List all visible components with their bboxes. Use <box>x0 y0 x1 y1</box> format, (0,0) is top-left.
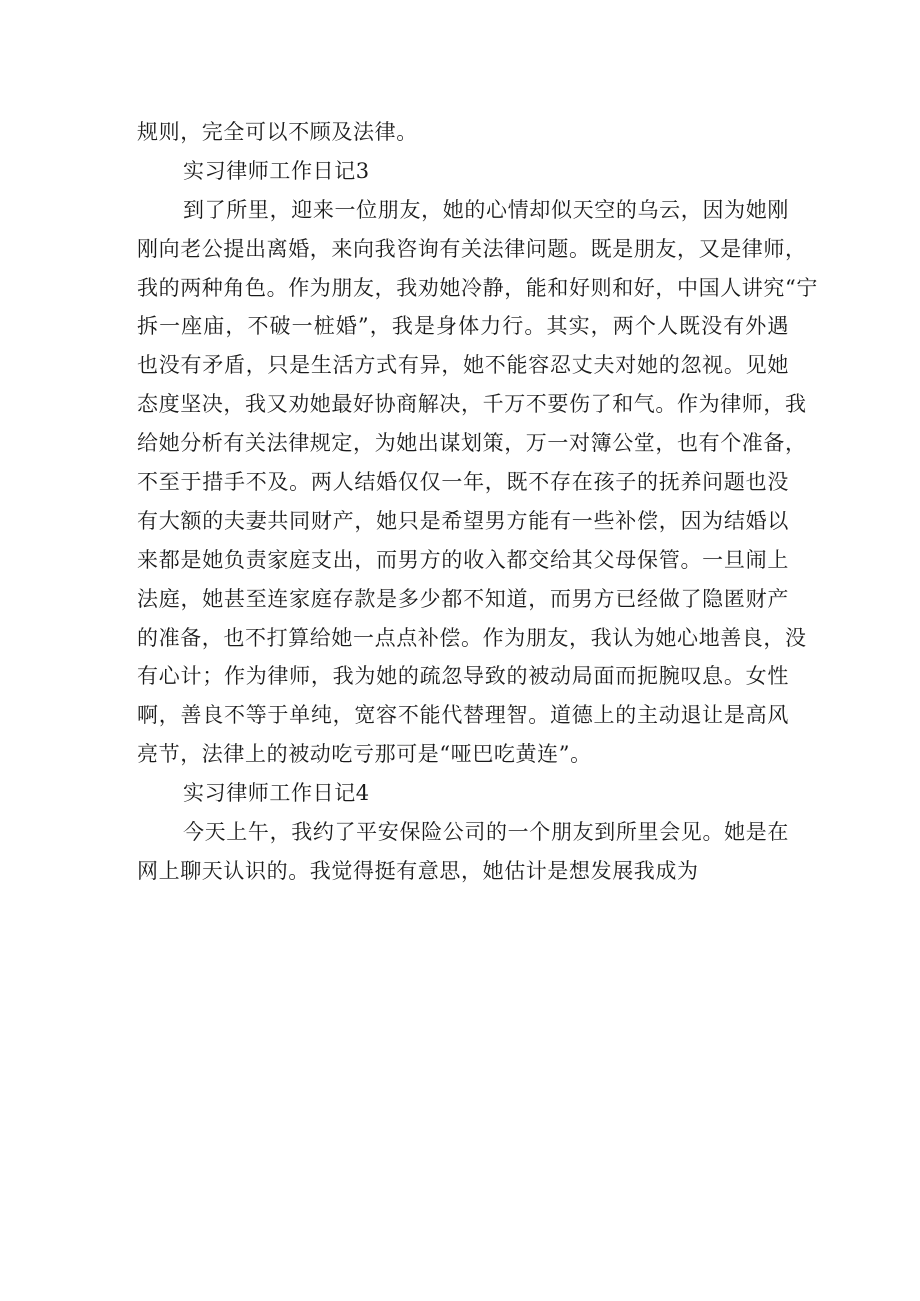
paragraph-line: 不至于措手不及。两人结婚仅仅一年，既不存在孩子的抚养问题也没 <box>137 470 789 495</box>
paragraph-line: 刚向老公提出离婚，来向我咨询有关法律问题。既是朋友，又是律师， <box>137 236 807 261</box>
section-heading-4: 实习律师工作日记4 <box>183 781 370 806</box>
paragraph-line: 有心计；作为律师，我为她的疏忽导致的被动局面而扼腕叹息。女性 <box>137 664 789 689</box>
section-3-paragraph <box>137 191 818 774</box>
paragraph-line: 亮节，法律上的被动吃亏那可是“哑巴吃黄连”。 <box>137 742 592 767</box>
paragraph-line: 的准备，也不打算给她一点点补偿。作为朋友，我认为她心地善良，没 <box>137 625 807 650</box>
paragraph-line: 到了所里，迎来一位朋友，她的心情却似天空的乌云，因为她刚 <box>183 197 789 222</box>
paragraph-line: 给她分析有关法律规定，为她出谋划策，万一对簿公堂，也有个准备， <box>137 431 807 456</box>
paragraph-line: 我的两种角色。作为朋友，我劝她冷静，能和好则和好，中国人讲究“宁 <box>137 275 818 300</box>
paragraph-line: 法庭，她甚至连家庭存款是多少都不知道，而男方已经做了隐匿财产 <box>137 586 789 611</box>
paragraph-line: 也没有矛盾，只是生活方式有异，她不能容忍丈夫对她的忽视。见她 <box>137 353 789 378</box>
paragraph-line: 来都是她负责家庭支出，而男方的收入都交给其父母保管。一旦闹上 <box>137 547 789 572</box>
paragraph-line: 啊，善良不等于单纯，宽容不能代替理智。道德上的主动退让是高风 <box>137 703 789 728</box>
paragraph-line: 有大额的夫妻共同财产，她只是希望男方能有一些补偿，因为结婚以 <box>137 508 789 533</box>
paragraph-line: 拆一座庙，不破一桩婚”，我是身体力行。其实，两个人既没有外遇 <box>137 314 789 339</box>
section-4-paragraph <box>137 813 789 891</box>
paragraph-line: 网上聊天认识的。我觉得挺有意思，她估计是想发展我成为 <box>137 858 699 883</box>
paragraph-line: 今天上午，我约了平安保险公司的一个朋友到所里会见。她是在 <box>183 820 789 845</box>
paragraph-line: 态度坚决，我又劝她最好协商解决，千万不要伤了和气。作为律师，我 <box>137 392 807 417</box>
continuation-line: 规则，完全可以不顾及法律。 <box>137 120 418 144</box>
section-heading-3: 实习律师工作日记3 <box>183 158 370 183</box>
document-body <box>137 113 818 891</box>
